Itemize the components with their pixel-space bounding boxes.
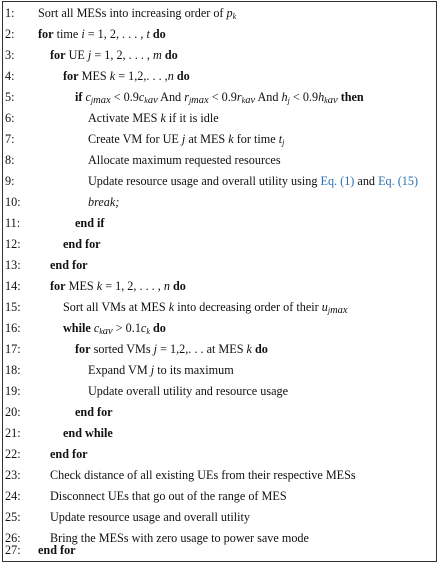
line-number: 19:	[5, 384, 21, 398]
line-number: 23:	[5, 468, 21, 482]
line-text: end for	[50, 447, 88, 461]
line-text: end if	[75, 216, 105, 230]
line-number: 18:	[5, 363, 21, 377]
line-number: 12:	[5, 237, 21, 251]
line-text: Update overall utility and resource usage	[88, 384, 289, 398]
line-text: for time i = 1, 2, . . . , t do	[38, 27, 166, 41]
line-number: 3:	[5, 48, 15, 62]
line-text: Expand VM j to its maximum	[88, 363, 234, 377]
line-text: end for	[63, 237, 101, 251]
line-text: break;	[88, 195, 120, 209]
line-text: for MES k = 1, 2, . . . , n do	[50, 279, 186, 293]
line-text: Check distance of all existing UEs from their respective MESs	[50, 468, 356, 482]
line-number: 8:	[5, 153, 15, 167]
line-number: 15:	[5, 300, 21, 314]
line-number: 16:	[5, 321, 21, 335]
line-text: Update resource usage and overall utility	[50, 510, 251, 524]
line-text: end while	[63, 426, 113, 440]
line-number: 21:	[5, 426, 21, 440]
line-number: 6:	[5, 111, 15, 125]
line-text: Allocate maximum requested resources	[88, 153, 281, 167]
line-text: if $c_{jmax} < 0.9c_{kav}$ And $r_{jmax} < 0.9r_{kav}$ And $h_j < 0.9h_{kav}$ then	[75, 90, 364, 106]
line-number: 14:	[5, 279, 21, 293]
line-number: 5:	[5, 90, 15, 104]
line-text: for MES k = 1,2,. . . ,n do	[63, 69, 190, 83]
line-text: Sort all VMs at MES k into decreasing order of their $u_{jmax}$	[63, 300, 348, 316]
line-number: 1:	[5, 6, 15, 20]
line-number: 24:	[5, 489, 21, 503]
line-number: 20:	[5, 405, 21, 419]
line-text: end for	[38, 543, 76, 557]
line-text: Sort all MESs into increasing order of $p_k$	[38, 6, 237, 21]
line-number: 2:	[5, 27, 15, 41]
line-text: end for	[75, 405, 113, 419]
line-text: while $c_{kav} > 0.1c_k$ do	[63, 321, 166, 337]
line-number: 26:	[5, 531, 21, 545]
line-number: 17:	[5, 342, 21, 356]
line-text: for sorted VMs j = 1,2,. . . at MES k do	[75, 342, 268, 356]
line-text: for UE j = 1, 2, . . . , m do	[50, 48, 178, 62]
line-number: 22:	[5, 447, 21, 461]
line-text: Bring the MESs with zero usage to power save mode	[50, 531, 309, 545]
line-text: Update resource usage and overall utility using Eq. (1) and Eq. (15)	[88, 174, 418, 188]
line-number: 25:	[5, 510, 21, 524]
line-number: 13:	[5, 258, 21, 272]
line-number: 10:	[5, 195, 21, 209]
equation-link[interactable]: Eq. (15)	[378, 174, 418, 188]
line-text: end for	[50, 258, 88, 272]
line-number: 4:	[5, 69, 15, 83]
line-number: 7:	[5, 132, 15, 146]
line-text: Create VM for UE j at MES k for time $t_j$	[88, 132, 285, 147]
line-number: 11:	[5, 216, 21, 230]
line-number: 9:	[5, 174, 15, 188]
line-number: 27:	[5, 543, 21, 557]
line-text: Disconnect UEs that go out of the range of MES	[50, 489, 287, 503]
equation-link[interactable]: Eq. (1)	[320, 174, 355, 188]
line-text: Activate MES k if it is idle	[88, 111, 219, 125]
